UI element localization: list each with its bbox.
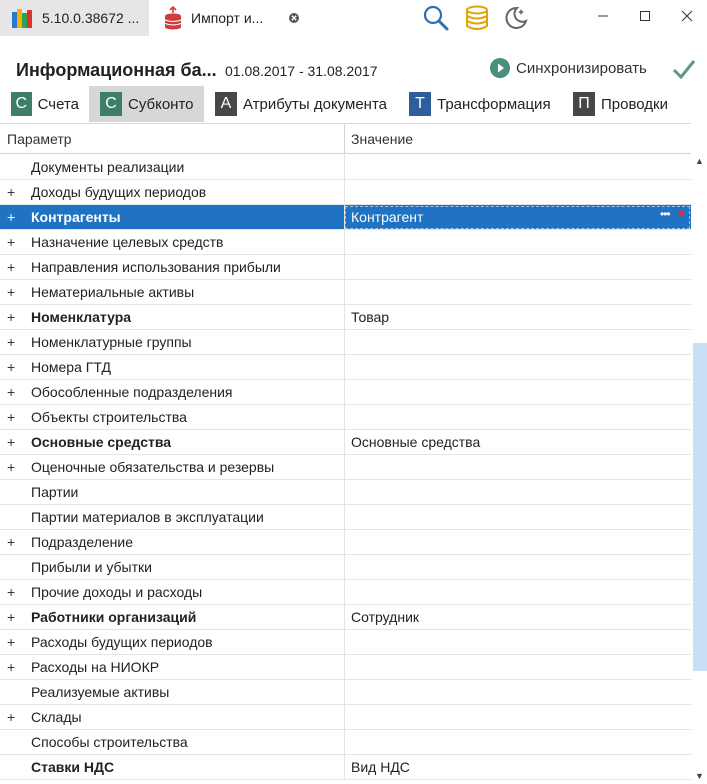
page-header (0, 52, 707, 86)
expand-toggle-icon[interactable]: + (7, 209, 16, 225)
table-row[interactable] (0, 530, 691, 555)
cell-divider (344, 230, 345, 255)
maximize-button[interactable] (622, 0, 668, 32)
table-row[interactable] (0, 605, 691, 630)
row-param-label: Контрагенты (31, 209, 121, 225)
table-row[interactable] (0, 280, 691, 305)
subkonto-grid (0, 123, 691, 784)
confirm-check-icon[interactable] (672, 58, 696, 80)
row-param-label: Документы реализации (31, 159, 185, 175)
cell-divider (344, 355, 345, 380)
expand-toggle-icon[interactable]: + (7, 709, 16, 725)
column-divider[interactable] (344, 124, 345, 154)
page-title: Информационная ба... (16, 60, 217, 80)
tab-transformation-label: Трансформация (437, 95, 551, 113)
cell-divider (344, 680, 345, 705)
row-param-label: Нематериальные активы (31, 284, 195, 300)
column-header-value[interactable]: Значение (351, 131, 414, 147)
tab-transformation[interactable] (398, 86, 562, 122)
play-icon (490, 58, 510, 78)
row-param-label: Номенклатура (31, 309, 132, 325)
row-param-label: Склады (31, 709, 82, 725)
table-row[interactable] (0, 355, 691, 380)
tab-provodki-icon: П (573, 92, 595, 116)
cell-divider (344, 630, 345, 655)
tab-provodki[interactable] (562, 86, 682, 122)
row-param-label: Ставки НДС (31, 759, 115, 775)
expand-toggle-icon[interactable]: + (7, 334, 16, 350)
expand-toggle-icon[interactable]: + (7, 459, 16, 475)
row-param-label: Прибыли и убытки (31, 559, 152, 575)
search-icon[interactable] (422, 4, 450, 32)
cell-divider (344, 505, 345, 530)
tab-app[interactable] (0, 0, 149, 36)
grid-rows (0, 155, 691, 780)
tab-app-label: 5.10.0.38672 ... (42, 10, 140, 26)
table-row[interactable] (0, 555, 691, 580)
scrollbar-thumb[interactable] (693, 343, 707, 671)
row-param-label: Основные средства (31, 434, 172, 450)
table-row[interactable] (0, 230, 691, 255)
cell-divider (344, 555, 345, 580)
sync-button[interactable] (490, 58, 647, 78)
title-bar (0, 0, 707, 36)
table-row[interactable] (0, 255, 691, 280)
tab-import[interactable] (149, 0, 305, 36)
table-row[interactable] (0, 380, 691, 405)
cell-divider (344, 705, 345, 730)
cell-divider (344, 730, 345, 755)
cell-divider (344, 280, 345, 305)
cell-divider (344, 455, 345, 480)
cell-divider (344, 605, 345, 630)
sync-label: Синхронизировать (516, 59, 647, 77)
tab-import-label: Импорт и... (191, 10, 264, 26)
table-row[interactable] (0, 680, 691, 705)
table-row[interactable] (0, 455, 691, 480)
tab-scheta-icon: С (11, 92, 32, 116)
row-param-label: Направления использования прибыли (31, 259, 281, 275)
tab-subkonto-icon: С (100, 92, 122, 116)
row-param-label: Прочие доходы и расходы (31, 584, 203, 600)
row-param-label: Расходы будущих периодов (31, 634, 213, 650)
tab-scheta[interactable] (0, 86, 89, 122)
row-param-label: Реализуемые активы (31, 684, 170, 700)
cell-divider (344, 330, 345, 355)
cell-divider (344, 530, 345, 555)
clear-value-icon[interactable]: ✖ (677, 209, 686, 220)
row-param-label: Подразделение (31, 534, 134, 550)
row-param-label: Оценочные обязательства и резервы (31, 459, 275, 475)
section-tabs (0, 86, 707, 122)
expand-toggle-icon[interactable]: + (7, 309, 16, 325)
tab-transformation-icon: Т (409, 92, 431, 116)
expand-toggle-icon[interactable]: + (7, 384, 16, 400)
cell-divider (344, 305, 345, 330)
expand-toggle-icon[interactable]: + (7, 434, 16, 450)
cell-divider (344, 580, 345, 605)
expand-toggle-icon[interactable]: + (7, 659, 16, 675)
cell-divider (344, 180, 345, 205)
row-param-label: Обособленные подразделения (31, 384, 233, 400)
tab-scheta-label: Счета (37, 95, 79, 113)
expand-toggle-icon[interactable]: + (7, 234, 16, 250)
table-row[interactable] (0, 730, 691, 755)
table-row[interactable] (0, 505, 691, 530)
vertical-scrollbar[interactable] (691, 153, 707, 784)
row-value-cell[interactable]: Сотрудник (351, 609, 420, 625)
theme-moon-icon[interactable] (501, 4, 529, 32)
expand-toggle-icon[interactable]: + (7, 359, 16, 375)
cell-divider (344, 430, 345, 455)
tab-provodki-label: Проводки (601, 95, 668, 113)
app-logo-icon (11, 7, 33, 29)
row-param-label: Партии материалов в эксплуатации (31, 509, 264, 525)
table-row[interactable] (0, 330, 691, 355)
row-param-label: Партии (31, 484, 79, 500)
table-row[interactable] (0, 305, 691, 330)
table-row[interactable] (0, 630, 691, 655)
table-row[interactable] (0, 705, 691, 730)
row-param-label: Назначение целевых средств (31, 234, 224, 250)
table-row[interactable] (0, 205, 691, 230)
close-tab-icon[interactable] (287, 11, 301, 25)
tab-subkonto-label: Субконто (128, 95, 194, 113)
column-header-param[interactable]: Параметр (7, 131, 72, 147)
scroll-down-arrow-icon[interactable]: ▼ (695, 771, 704, 781)
table-row[interactable] (0, 580, 691, 605)
select-ellipsis-button[interactable]: ••• (660, 207, 670, 221)
database-upload-icon (163, 6, 183, 30)
table-row[interactable] (0, 155, 691, 180)
scroll-up-arrow-icon[interactable]: ▲ (695, 156, 704, 166)
row-value-cell[interactable]: Вид НДС (351, 759, 410, 775)
tab-subkonto[interactable] (89, 86, 204, 122)
expand-toggle-icon[interactable]: + (7, 259, 16, 275)
table-row[interactable] (0, 405, 691, 430)
cell-divider (344, 255, 345, 280)
tab-attributes-label: Атрибуты документа (243, 95, 387, 113)
cell-divider (344, 755, 345, 780)
grid-header (0, 124, 691, 154)
table-row[interactable] (0, 655, 691, 680)
row-param-label: Работники организаций (31, 609, 197, 625)
row-param-label: Номера ГТД (31, 359, 111, 375)
table-row[interactable] (0, 180, 691, 205)
cell-divider (344, 380, 345, 405)
row-value-cell[interactable]: Основные средства (351, 434, 481, 450)
expand-toggle-icon[interactable]: + (7, 584, 16, 600)
tab-attributes-icon: А (215, 92, 237, 116)
expand-toggle-icon[interactable]: + (7, 184, 16, 200)
cell-divider (344, 405, 345, 430)
table-row[interactable] (0, 480, 691, 505)
tab-attributes[interactable] (204, 86, 398, 122)
table-row[interactable] (0, 430, 691, 455)
row-value-cell[interactable]: Контрагент (351, 209, 424, 225)
row-param-label: Расходы на НИОКР (31, 659, 160, 675)
cell-divider (344, 655, 345, 680)
close-window-button[interactable] (664, 0, 707, 32)
expand-toggle-icon[interactable]: + (7, 534, 16, 550)
row-param-label: Номенклатурные группы (31, 334, 192, 350)
database-icon[interactable] (463, 4, 491, 32)
row-param-label: Способы строительства (31, 734, 188, 750)
expand-toggle-icon[interactable]: + (7, 634, 16, 650)
cell-divider (344, 155, 345, 180)
table-row[interactable] (0, 755, 691, 780)
row-param-label: Доходы будущих периодов (31, 184, 207, 200)
period-range: 01.08.2017 - 31.08.2017 (225, 63, 378, 79)
expand-toggle-icon[interactable]: + (7, 609, 16, 625)
row-param-label: Объекты строительства (31, 409, 187, 425)
expand-toggle-icon[interactable]: + (7, 409, 16, 425)
cell-divider (344, 480, 345, 505)
minimize-button[interactable] (580, 0, 626, 32)
expand-toggle-icon[interactable]: + (7, 284, 16, 300)
row-value-cell[interactable]: Товар (351, 309, 390, 325)
